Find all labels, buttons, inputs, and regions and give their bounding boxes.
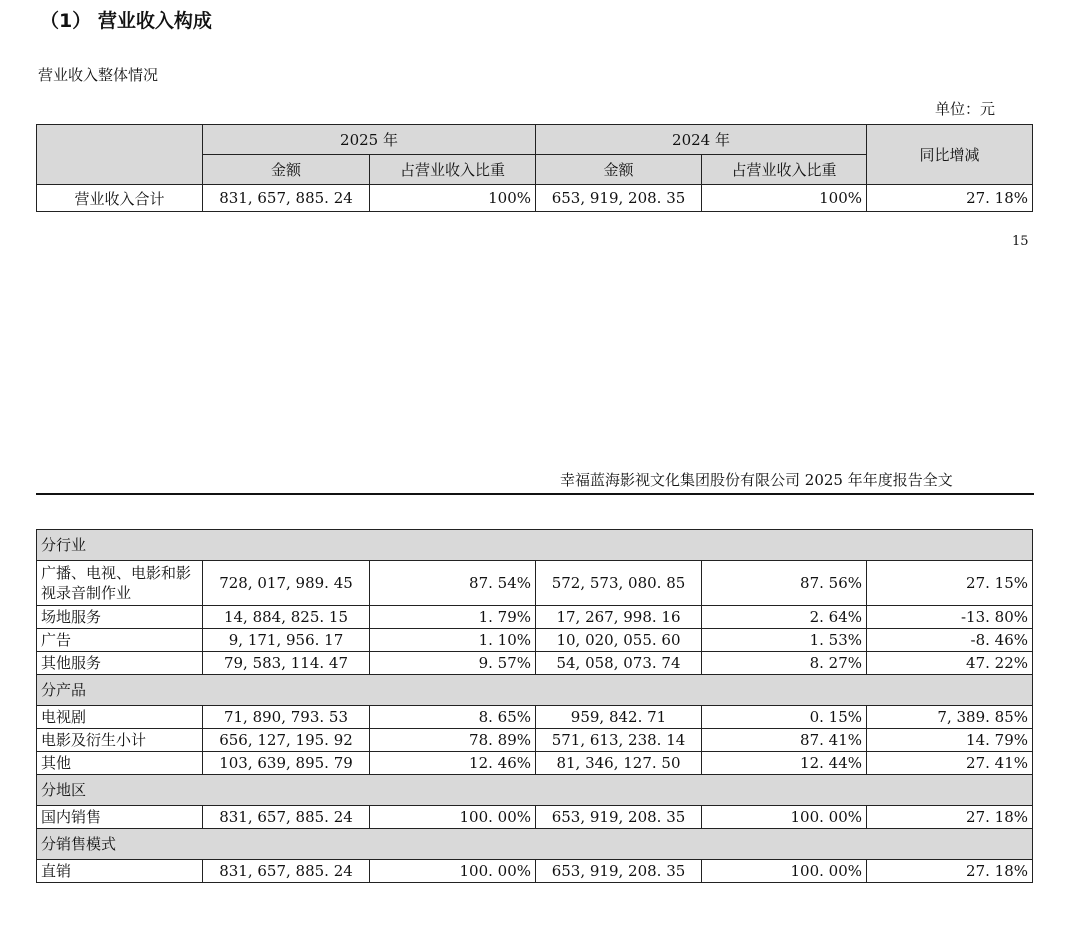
table-row: [37, 860, 1033, 883]
amount-2024: 81, 346, 127. 50: [536, 752, 702, 775]
amount-2024: 572, 573, 080. 85: [536, 561, 702, 606]
amount-2024: 571, 613, 238. 14: [536, 729, 702, 752]
share-2024: 12. 44%: [702, 752, 867, 775]
group-header-row: [37, 775, 1033, 806]
table-row: [37, 729, 1033, 752]
amount-2025: 79, 583, 114. 47: [203, 652, 370, 675]
row-label: 电视剧: [37, 706, 203, 729]
table-row: [37, 752, 1033, 775]
revenue-segment-table: [36, 529, 1033, 883]
share-2025: 9. 57%: [370, 652, 536, 675]
share-2025: 1. 10%: [370, 629, 536, 652]
table-row: [37, 561, 1033, 606]
amount-2025: 14, 884, 825. 15: [203, 606, 370, 629]
share-2024: 100%: [702, 185, 867, 212]
amount-2025: 728, 017, 989. 45: [203, 561, 370, 606]
row-label: 其他服务: [37, 652, 203, 675]
row-label: 国内销售: [37, 806, 203, 829]
amount-2024: 10, 020, 055. 60: [536, 629, 702, 652]
row-label: 其他: [37, 752, 203, 775]
share-2024: 87. 56%: [702, 561, 867, 606]
yoy-change: 27. 18%: [867, 806, 1033, 829]
header-divider: [36, 493, 1034, 495]
yoy-change: 27. 41%: [867, 752, 1033, 775]
yoy-change: 27. 18%: [867, 860, 1033, 883]
amount-2025-header: 金额: [203, 155, 370, 185]
yoy-change: 27. 15%: [867, 561, 1033, 606]
amount-2024: 653, 919, 208. 35: [536, 860, 702, 883]
yoy-change: 27. 18%: [867, 185, 1033, 212]
amount-2024: 959, 842. 71: [536, 706, 702, 729]
share-2025: 100. 00%: [370, 860, 536, 883]
share-2024-header: 占营业收入比重: [702, 155, 867, 185]
amount-2025: 656, 127, 195. 92: [203, 729, 370, 752]
amount-2025: 103, 639, 895. 79: [203, 752, 370, 775]
share-2025-header: 占营业收入比重: [370, 155, 536, 185]
amount-2024-header: 金额: [536, 155, 702, 185]
row-label: 直销: [37, 860, 203, 883]
section-heading: （1） 营业收入构成: [40, 10, 212, 32]
group-title: 分产品: [37, 675, 1033, 706]
yoy-change: -8. 46%: [867, 629, 1033, 652]
group-header-row: [37, 829, 1033, 860]
year-2024-header: 2024 年: [536, 125, 867, 155]
table-row: [37, 606, 1033, 629]
share-2025: 1. 79%: [370, 606, 536, 629]
yoy-change: 14. 79%: [867, 729, 1033, 752]
share-2024: 100. 00%: [702, 860, 867, 883]
report-running-title: 幸福蓝海影视文化集团股份有限公司 2025 年年度报告全文: [560, 471, 953, 489]
share-2025: 8. 65%: [370, 706, 536, 729]
unit-label: 单位：元: [935, 100, 996, 118]
table-row: [37, 629, 1033, 652]
amount-2025: 831, 657, 885. 24: [203, 185, 370, 212]
corner-cell: [37, 125, 203, 185]
share-2024: 2. 64%: [702, 606, 867, 629]
share-2024: 8. 27%: [702, 652, 867, 675]
row-label: 营业收入合计: [37, 185, 203, 212]
group-title: 分行业: [37, 530, 1033, 561]
amount-2024: 653, 919, 208. 35: [536, 806, 702, 829]
row-label: 场地服务: [37, 606, 203, 629]
amount-2024: 17, 267, 998. 16: [536, 606, 702, 629]
year-2025-header: 2025 年: [203, 125, 536, 155]
share-2024: 100. 00%: [702, 806, 867, 829]
total-revenue-row: [37, 185, 1033, 212]
share-2024: 87. 41%: [702, 729, 867, 752]
yoy-header: 同比增减: [867, 125, 1033, 185]
page-number: 15: [1012, 234, 1029, 249]
amount-2025: 71, 890, 793. 53: [203, 706, 370, 729]
group-title: 分地区: [37, 775, 1033, 806]
group-header-row: [37, 675, 1033, 706]
share-2025: 100. 00%: [370, 806, 536, 829]
yoy-change: 47. 22%: [867, 652, 1033, 675]
table-row: [37, 706, 1033, 729]
amount-2025: 9, 171, 956. 17: [203, 629, 370, 652]
amount-2025: 831, 657, 885. 24: [203, 806, 370, 829]
row-label: 广播、电视、电影和影视录音制作业: [37, 561, 203, 606]
table-row: [37, 806, 1033, 829]
table-row: [37, 652, 1033, 675]
subsection-title: 营业收入整体情况: [38, 66, 159, 84]
amount-2024: 653, 919, 208. 35: [536, 185, 702, 212]
share-2024: 0. 15%: [702, 706, 867, 729]
yoy-change: -13. 80%: [867, 606, 1033, 629]
share-2024: 1. 53%: [702, 629, 867, 652]
row-label: 电影及衍生小计: [37, 729, 203, 752]
share-2025: 12. 46%: [370, 752, 536, 775]
share-2025: 87. 54%: [370, 561, 536, 606]
group-header-row: [37, 530, 1033, 561]
amount-2025: 831, 657, 885. 24: [203, 860, 370, 883]
share-2025: 78. 89%: [370, 729, 536, 752]
share-2025: 100%: [370, 185, 536, 212]
row-label: 广告: [37, 629, 203, 652]
amount-2024: 54, 058, 073. 74: [536, 652, 702, 675]
yoy-change: 7, 389. 85%: [867, 706, 1033, 729]
revenue-summary-table: [36, 124, 1033, 212]
group-title: 分销售模式: [37, 829, 1033, 860]
